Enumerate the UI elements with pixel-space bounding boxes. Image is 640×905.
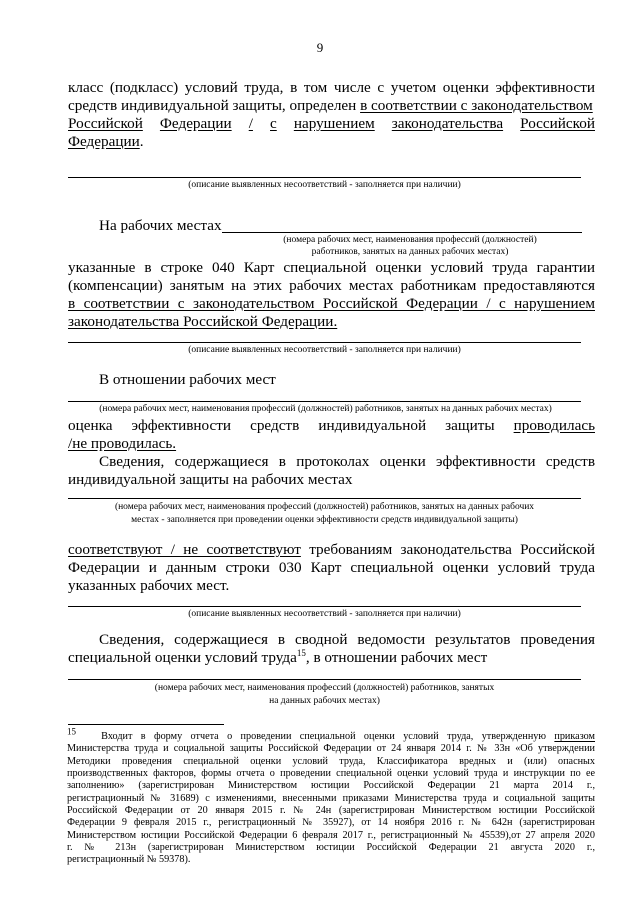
footnote-line: Министерства труда и социальной защиты Российской Федерации от 24 января 2014 г. № 33н «Об утверждении (67, 743, 595, 755)
p1-l3-w4: с (270, 115, 277, 132)
p6-line1: Сведения, содержащиеся в сводной ведомости результатов проведения (99, 631, 595, 648)
workplaces-lead: На рабочих местах (99, 217, 222, 234)
caption-p6-1: (номера рабочих мест, наименования профессий (должностей) работников, занятых (154, 683, 495, 693)
p5-line3: указанных рабочих мест. (68, 577, 230, 594)
fill-line-1 (68, 177, 581, 178)
footnote-line: Министерством юстиции Российской Федерации 6 февраля 2017 г., регистрационный № 45539),от 27 апреля 2020 (67, 829, 595, 841)
fill-line-p4 (68, 498, 581, 499)
p1-l3-w6: законодательства (391, 115, 504, 132)
p1-l3-w5: нарушением (293, 115, 375, 132)
p3-w2: эффективности (131, 417, 232, 434)
footnote-l1-text: Входит в форму отчета о проведении специальной оценки условий труда, утвержденную (101, 731, 555, 742)
p3-w6: проводилась (513, 417, 595, 434)
p1-l3-w2: Федерации (159, 115, 232, 132)
p6-line2-a: специальной оценки условий труда (68, 649, 297, 666)
caption-relation: (номера рабочих мест, наименования профессий (должностей) работников, занятых на данных рабочих местах) (99, 404, 552, 414)
footnote (67, 726, 596, 867)
p1-l3-w1: Российской (68, 115, 143, 132)
footnote-line: заполнению» (зарегистрирован Министерством юстиции Российской Федерации 21 марта 2014 г., (67, 780, 595, 792)
p3-w4: индивидуальной (318, 417, 427, 434)
caption-discrepancies-1: (описание выявленных несоответствий - заполняется при наличии) (188, 180, 461, 190)
footnote-separator (68, 724, 224, 725)
caption-discrepancies-3: (описание выявленных несоответствий - заполняется при наличии) (188, 609, 461, 619)
p2-line4: законодательства Российской Федерации. (68, 313, 338, 330)
p6-line2 (68, 649, 487, 667)
fill-line-3 (68, 606, 581, 607)
p1-l3-w3: / (248, 115, 253, 132)
caption-p4-2: местах - заполняется при проведении оценки эффективности средств индивидуальной защиты) (131, 515, 518, 525)
fill-line-2 (68, 342, 581, 343)
fill-line-relation (68, 401, 581, 402)
p3-w1: оценка (68, 417, 113, 434)
p3-w5: защиты (445, 417, 495, 434)
p3-line1 (68, 417, 595, 435)
footnote-body-lines (67, 743, 595, 854)
caption-workplaces-2: работников, занятых на данных рабочих местах) (311, 247, 509, 257)
p1-line2 (68, 97, 595, 115)
caption-p6-2: на данных рабочих местах) (269, 696, 380, 706)
caption-discrepancies-2: (описание выявленных несоответствий - заполняется при наличии) (188, 345, 461, 355)
relation-lead: В отношении рабочих мест (99, 371, 276, 388)
footnote-line: Методики проведения специальной оценки условий труда, Классификатора вредных и (или) опасных (67, 755, 595, 767)
p1-line1: класс (подкласс) условий труда, в том числе с учетом оценки эффективности (68, 79, 595, 96)
p1-line3 (68, 115, 595, 133)
p2-line2: (компенсации) занятым на этих рабочих местах работникам предоставляются (68, 277, 595, 294)
fill-line-workplaces (222, 232, 582, 233)
p2-line3: в соответствии с законодательством Российской Федерации / с нарушением (68, 295, 595, 312)
p6-line2-b: , в отношении рабочих мест (305, 649, 488, 666)
p1-legal-option: в соответствии с законодательством (360, 97, 593, 114)
p3-w3: средств (250, 417, 300, 434)
caption-workplaces-1: (номера рабочих мест, наименования профессий (должностей) (283, 235, 537, 245)
footnote-line: производственных факторов, формы отчета о проведении специальной оценки условий труда и инструкции по ее (67, 768, 595, 780)
footnote-ref[interactable]: 15 (296, 647, 306, 658)
footnote-line: регистрационный № 31689) с изменениями, внесенными приказами Министерства труда и социальной защиты (67, 792, 595, 804)
p1-l4-period: . (139, 133, 144, 150)
footnote-mark: 15 (67, 726, 76, 737)
p5-line1-rest: требованиям законодательства Российской (300, 541, 595, 558)
p1-line4 (68, 133, 144, 151)
p5-compliance-option: соответствуют / не соответствуют (68, 541, 301, 558)
footnote-order-link[interactable]: приказом (554, 731, 596, 742)
footnote-line-1 (67, 726, 596, 743)
footnote-last-line: регистрационный № 59378). (67, 854, 191, 866)
fill-line-p6 (68, 679, 581, 680)
p3-line2: /не проводилась. (68, 435, 177, 452)
footnote-line: Российской Федерации от 20 января 2015 г. № 24н (зарегистрирован Министерством юстиции Российской (67, 805, 595, 817)
footnote-line: Федерации 9 февраля 2015 г., регистрационный № 35927), от 14 ноября 2016 г. № 642н (зарегистрирован (67, 817, 595, 829)
p1-line2-text: средств индивидуальной защиты, определен (68, 97, 361, 114)
footnote-line: г. № 213н (зарегистрирован Министерством юстиции Российской Федерации 21 августа 2020 г., (67, 842, 595, 854)
p4-line2: индивидуальной защиты на рабочих местах (68, 471, 353, 488)
p4-line1: Сведения, содержащиеся в протоколах оценки эффективности средств (99, 453, 595, 470)
p5-line1 (68, 541, 595, 559)
p1-l4-word: Федерации (68, 133, 140, 150)
p1-l3-w7: Российской (520, 115, 595, 132)
p2-line1: указанные в строке 040 Карт специальной оценки условий труда гарантии (68, 259, 595, 276)
page-number: 9 (316, 40, 324, 55)
p5-line2: Федерации и данным строки 030 Карт специальной оценки условий труда (68, 559, 595, 576)
caption-p4-1: (номера рабочих мест, наименования профессий (должностей) работников, занятых на данных рабочих (114, 502, 535, 512)
